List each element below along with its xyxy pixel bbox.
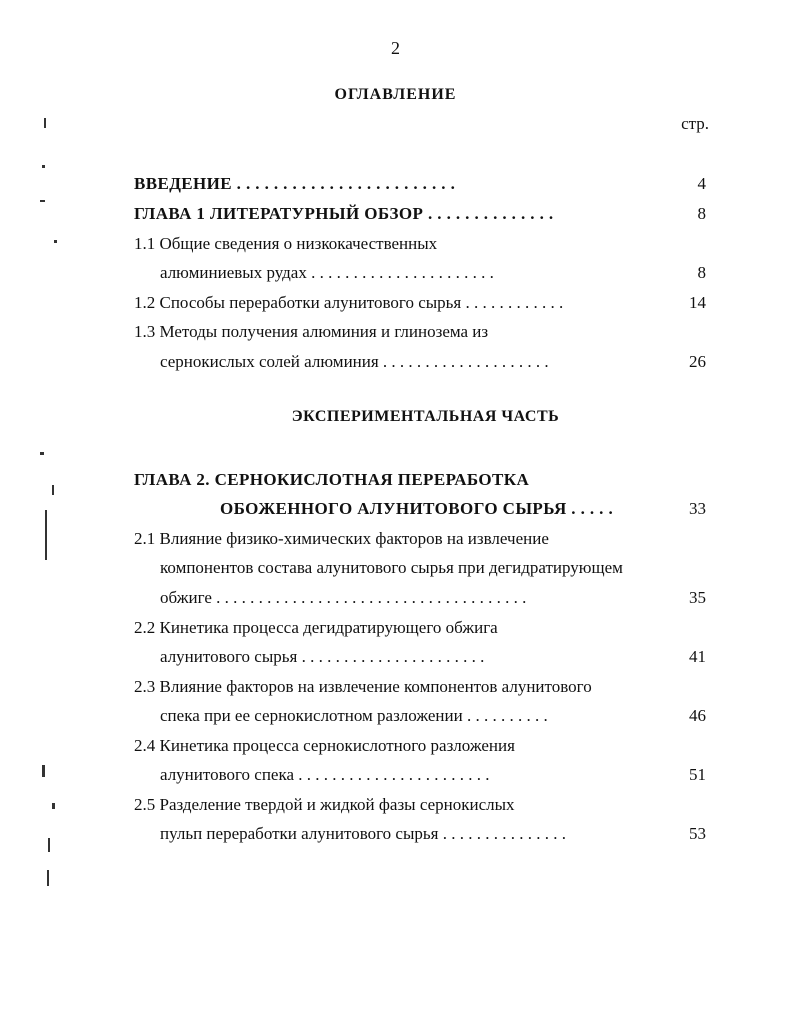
- toc-1-3-page: 26: [689, 352, 706, 371]
- toc-1-2[interactable]: 1.2 Способы переработки алунитового сырья . . . . . . . . . . . .: [134, 293, 564, 312]
- page-column-label: стр.: [681, 114, 709, 133]
- toc-2-3-page: 46: [689, 706, 706, 725]
- toc-2-5-page: 53: [689, 824, 706, 843]
- toc-2-4-line2[interactable]: алунитового спека . . . . . . . . . . . . . . . . . . . . . . .: [160, 765, 490, 784]
- scan-mark: [52, 485, 54, 495]
- toc-2-5-line1[interactable]: 2.5 Разделение твердой и жидкой фазы сернокислых: [134, 795, 515, 814]
- scan-mark: [40, 200, 45, 202]
- toc-1-2-page: 14: [689, 293, 706, 312]
- toc-2-1-line3[interactable]: обжиге . . . . . . . . . . . . . . . . . . . . . . . . . . . . . . . . . . . . .: [160, 588, 527, 607]
- toc-chapter-2-line2[interactable]: ОБОЖЕННОГО АЛУНИТОВОГО СЫРЬЯ . . . . .: [220, 499, 614, 518]
- scan-mark: [54, 240, 57, 243]
- toc-2-3-line1[interactable]: 2.3 Влияние факторов на извлечение компонентов алунитового: [134, 677, 592, 696]
- scan-mark: [42, 765, 45, 777]
- toc-2-2-line1[interactable]: 2.2 Кинетика процесса дегидратирующего обжига: [134, 618, 498, 637]
- section-heading: ЭКСПЕРИМЕНТАЛЬНАЯ ЧАСТЬ: [291, 408, 560, 425]
- toc-2-1-line1[interactable]: 2.1 Влияние физико-химических факторов на извлечение: [134, 529, 549, 548]
- toc-1-1-line2[interactable]: алюминиевых рудах . . . . . . . . . . . . . . . . . . . . . .: [160, 263, 494, 282]
- page-number: 2: [391, 38, 400, 58]
- scan-mark: [45, 510, 47, 560]
- toc-2-2-line2[interactable]: алунитового сырья . . . . . . . . . . . . . . . . . . . . . .: [160, 647, 485, 666]
- toc-chapter-1-page: 8: [697, 204, 706, 223]
- toc-chapter-2-line1[interactable]: ГЛАВА 2. СЕРНОКИСЛОТНАЯ ПЕРЕРАБОТКА: [134, 470, 530, 489]
- toc-1-1-page: 8: [697, 263, 706, 282]
- toc-2-1-line2[interactable]: компонентов состава алунитового сырья при дегидратирующем: [160, 558, 623, 577]
- toc-1-3-line2[interactable]: сернокислых солей алюминия . . . . . . . . . . . . . . . . . . . .: [160, 352, 549, 371]
- scan-mark: [47, 870, 49, 886]
- toc-chapter-2-page: 33: [689, 499, 706, 518]
- toc-2-4-line1[interactable]: 2.4 Кинетика процесса сернокислотного разложения: [134, 736, 515, 755]
- toc-intro-page: 4: [697, 174, 706, 193]
- scan-mark: [44, 118, 46, 128]
- toc-2-4-page: 51: [689, 765, 706, 784]
- toc-2-5-line2[interactable]: пульп переработки алунитового сырья . . . . . . . . . . . . . . .: [160, 824, 566, 843]
- toc-1-1-line1[interactable]: 1.1 Общие сведения о низкокачественных: [134, 234, 438, 253]
- toc-2-1-page: 35: [689, 588, 706, 607]
- toc-1-3-line1[interactable]: 1.3 Методы получения алюминия и глинозема из: [134, 322, 489, 341]
- scan-mark: [42, 165, 45, 168]
- page-title: ОГЛАВЛЕНИЕ: [334, 86, 457, 103]
- toc-2-3-line2[interactable]: спека при ее сернокислотном разложении . . . . . . . . . .: [160, 706, 548, 725]
- scan-mark: [52, 803, 55, 809]
- scan-mark: [40, 452, 44, 455]
- toc-intro[interactable]: ВВЕДЕНИЕ . . . . . . . . . . . . . . . . . . . . . . . .: [134, 174, 456, 193]
- toc-chapter-1[interactable]: ГЛАВА 1 ЛИТЕРАТУРНЫЙ ОБЗОР . . . . . . . . . . . . . .: [134, 204, 554, 223]
- scan-mark: [48, 838, 50, 852]
- toc-2-2-page: 41: [689, 647, 706, 666]
